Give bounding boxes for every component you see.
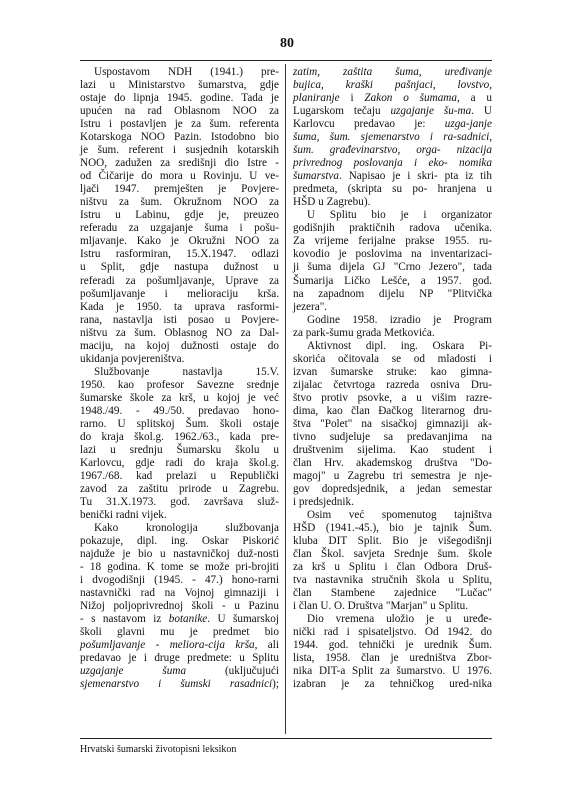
text-line: magoj" u Zagrebu tri semestra je nje- <box>293 469 492 482</box>
text-line: štvo protiv psovke, a u višim razre- <box>293 391 492 404</box>
text-line: HŠD (1941.-45.), bio je tajnik Šum. <box>293 522 492 535</box>
text-line: zijalac četvrtoga razreda osniva Dru- <box>293 378 492 391</box>
text-line: upućen na rad Oblasnom NOO za <box>80 105 279 118</box>
text-line: izabran je za tehničkog ured-nika <box>293 678 492 691</box>
footer-text: Hrvatski šumarski životopisni leksikon <box>80 744 237 755</box>
header-rule <box>80 60 492 61</box>
text-line: tivno sudjeluje sa predavanjima na <box>293 430 492 443</box>
text-line: jezera". <box>293 300 328 313</box>
text-line: ništvu za šum. Okružnom NOO za <box>80 196 279 209</box>
text-line: član Škol. savjeta Srednje šum. škole <box>293 548 492 561</box>
text-line: pošumljavanje - meliora-cija krša, ali <box>80 639 279 652</box>
text-line: Istru u Labinu, gdje je, preuzeo <box>80 209 279 222</box>
text-line: predavao je i druge predmete: u Splitu <box>80 652 279 665</box>
text-line: nički rad i spisateljstvo. Od 1942. do <box>293 626 492 639</box>
text-line: pošumljavanje i melioraciju krša. <box>80 287 279 300</box>
text-line: Za vrijeme ferijalne prakse 1955. ru- <box>293 235 492 248</box>
text-line: do kraja škol.g. 1962./63., kada pre- <box>80 430 279 443</box>
text-line: zatim, zaštita šuma, uređivanje <box>293 66 492 78</box>
text-line: 1967./68. kad prelazi u Republički <box>80 469 279 482</box>
text-line: Osim već spomenutog tajništva <box>307 509 492 522</box>
text-line: Službovanje nastavlja 15.V. <box>94 365 279 378</box>
text-line: uzgajanje šuma (uključujući <box>80 665 279 678</box>
footer-rule <box>80 738 492 739</box>
text-line: Dio vremena uložio je u uređe- <box>307 613 492 626</box>
text-line: u Split, gdje nastupa dužnost u <box>80 261 279 274</box>
text-line: zavod za zaštitu prirode u Zagrebu. <box>80 483 279 495</box>
text-line: šum. građevinarstvo, orga- nizacija <box>293 144 492 157</box>
text-line: Karlovcu, gdje radi do kraja škol.g. <box>80 456 279 469</box>
text-line: maciju, na kojoj dužnosti ostaje do <box>80 339 279 352</box>
text-line: referadi za pošumljavanje, Uprave za <box>80 274 279 287</box>
text-line: lista, 1958. član je uredništva Zbor- <box>293 652 492 665</box>
text-line: 1948./49. - 49./50. predavao hono- <box>80 404 279 417</box>
text-line: Nižoj poljoprivrednoj školi - u Pazinu <box>80 600 279 613</box>
text-line: Uspostavom NDH (1941.) pre- <box>94 66 279 78</box>
text-line: nastavnički rad na Vojnoj gimnaziji i <box>80 587 279 600</box>
text-line: društvenim sijelima. Kao student i <box>293 443 492 456</box>
text-line: član Hrv. akademskog društva "Do- <box>293 456 492 469</box>
text-line: rarno. U splitskoj Šum. školi ostaje <box>80 417 279 430</box>
text-line: godišnjih praktičnih radova učenika. <box>293 222 492 235</box>
text-line: nika DIT-a Split za šumarstvo. U 1976. <box>293 665 492 678</box>
column-divider <box>285 64 286 734</box>
text-line: za park-šumu grada Metkovića. <box>293 326 435 339</box>
text-line: ji šuma dijela GJ "Crno Jezero", tada <box>293 261 492 274</box>
text-line: rana, nastavlja isti posao u Povjere- <box>80 313 279 326</box>
text-line: kovodio je poslovima na inventarizaci- <box>293 248 492 261</box>
text-line: lazi u srednju Šumarsku školu u <box>80 443 279 456</box>
text-line: dima, kao član Đačkog literarnog dru- <box>293 404 492 417</box>
text-line: i dvogodišnji (1945. - 47.) hono-rarni <box>80 574 279 587</box>
text-line: - 18 godina. K tome se može pri-brojiti <box>80 561 279 574</box>
text-line: Godine 1958. izradio je Program <box>307 313 492 326</box>
text-line: član Stambene zajednice "Lučac" <box>293 587 492 600</box>
text-line: benički radni vijek. <box>80 509 167 522</box>
text-line: Aktivnost dipl. ing. Oskara Pi- <box>307 339 492 352</box>
text-line: štva "Polet" na sisačkoj gimnaziji ak- <box>293 417 492 430</box>
text-line: Šumarija Ličko Lešće, a 1957. god. <box>293 274 492 287</box>
text-line: skorića očitovala se od mladosti i <box>293 352 492 365</box>
text-line: na zapadnom dijelu NP "Plitvička <box>293 287 492 300</box>
text-line: školi glavni mu je predmet bio <box>80 626 279 639</box>
text-line: šuma, šum. sjemenarstvo i ra-sadnici, <box>293 131 492 144</box>
text-line: za krš u Splitu i član Odbora Druš- <box>293 561 492 574</box>
text-line: je šum. referent i susjednih kotarskih <box>80 144 279 157</box>
text-line: i član U. O. Društva "Marjan" u Splitu. <box>293 600 469 613</box>
text-line: HŠD u Zagrebu). <box>293 196 371 209</box>
text-line: U Splitu bio je i organizator <box>307 209 492 222</box>
text-line: Istru i postavljen je za šum. referenta <box>80 118 279 131</box>
text-line: šumarstva. Napisao je i skri- pta iz tih <box>293 170 492 183</box>
text-line: pokazuje, dipl. ing. Oskar Piskorić <box>80 535 279 548</box>
left-column <box>80 66 279 692</box>
text-line: ukidanja povjereništva. <box>80 352 185 365</box>
text-line: izvan šumarske struke: kao gimna- <box>293 365 492 378</box>
text-line: najduže je bio u nastavničkoj duž-nosti <box>80 548 279 561</box>
text-line: Tu 31.X.1973. god. završava služ- <box>80 496 279 509</box>
text-line: lazi u Ministarstvo šumarstva, gdje <box>80 79 279 92</box>
text-line: i predsjednik. <box>293 496 354 509</box>
text-line: Lugarskom tečaju uzgajanje šu-ma. U <box>293 105 492 118</box>
text-line: predmeta, (skripta su po- hranjena u <box>293 183 492 196</box>
text-line: referadu za uzgajanje šuma i pošu- <box>80 222 279 235</box>
text-line: mljavanje. Kako je Okružni NOO za <box>80 235 279 248</box>
text-line: Karlovcu predavao je: uzga-janje <box>293 118 492 131</box>
text-line: Kako kronologija službovanja <box>94 522 279 535</box>
text-line: sjemenarstvo i šumski rasadnici); <box>80 678 279 691</box>
text-line: od Čičarije do mora u Rovinju. U ve- <box>80 170 279 183</box>
text-line: kluba DIT Split. Bio je višegodišnji <box>293 535 492 548</box>
text-line: tva nastavnika stručnih škola u Splitu, <box>293 574 492 587</box>
text-line: 1950. kao profesor Savezne srednje <box>80 378 279 391</box>
text-line: privrednog poslovanja i eko- nomika <box>293 157 492 170</box>
right-column <box>293 66 492 692</box>
text-line: ništvu za šum. Oblasnog NO za Dal- <box>80 326 279 339</box>
text-line: ostaje do lipnja 1945. godine. Tada je <box>80 92 279 105</box>
text-line: Kada je 1950. ta uprava rasformi- <box>80 300 279 313</box>
text-line: ljači 1947. premješten je Povjere- <box>80 183 279 196</box>
text-line: NOO, zadužen za središnji dio Istre - <box>80 157 279 170</box>
text-line: šumarske škole za krš, u kojoj je već <box>80 391 279 404</box>
text-line: Kotarskoga NOO Pazin. Istodobno bio <box>80 131 279 144</box>
text-line: bujica, kraški pašnjaci, lovstvo, <box>293 79 492 92</box>
page-number: 80 <box>280 36 294 51</box>
text-line: gov dopredsjednik, a jedan semestar <box>293 483 492 495</box>
text-line: Istru rasformiran, 15.X.1947. odlazi <box>80 248 279 261</box>
text-line: planiranje i Zakon o šumama, a u <box>293 92 493 105</box>
text-line: 1944. god. tehnički je urednik Šum. <box>293 639 492 652</box>
text-line: - s nastavom iz botanike. U šumarskoj <box>80 613 280 626</box>
